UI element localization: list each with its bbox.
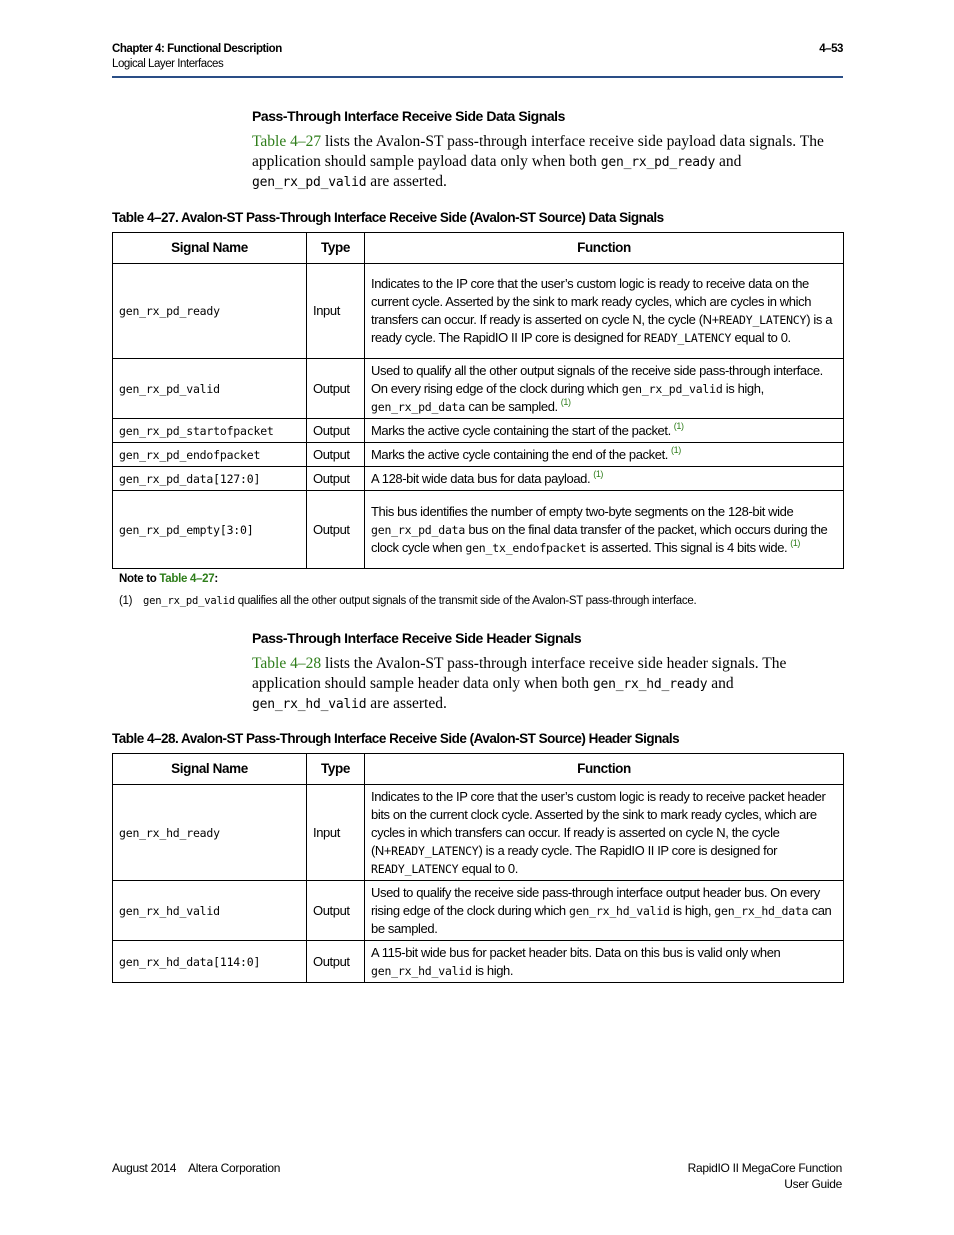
col-header-function: Function [365, 754, 844, 785]
table-note [119, 595, 696, 607]
footnote-ref[interactable]: (1) [593, 469, 604, 480]
func-code: READY_LATENCY [718, 313, 807, 327]
section-title-header-signals: Pass-Through Interface Receive Side Header Signals [252, 630, 582, 646]
page-footer-right [688, 1160, 842, 1192]
signal-code: gen_rx_hd_valid [119, 903, 220, 918]
func-code: gen_rx_pd_data [371, 399, 466, 414]
table-row [113, 881, 844, 941]
signal-code: gen_rx_hd_ready [119, 825, 220, 840]
func-code: READY_LATENCY [643, 331, 732, 345]
page-footer-left [112, 1160, 280, 1176]
func-text: can be sampled. [371, 902, 832, 936]
para-text: lists the Avalon-ST pass-through interface receive side payload data signals. The application should sample payload data only when both [252, 133, 824, 170]
para-code: gen_rx_hd_valid [252, 697, 367, 712]
table-4-27-link[interactable]: Table 4–27 [252, 133, 322, 150]
section-title-data-signals: Pass-Through Interface Receive Side Data Signals [252, 108, 565, 124]
signal-type: Output [307, 359, 365, 419]
footer-product: RapidIO II MegaCore Function [687, 1161, 842, 1175]
func-code: gen_rx_hd_valid [568, 903, 670, 918]
table-4-28-link[interactable]: Table 4–28 [252, 655, 322, 672]
signal-code: gen_rx_pd_data[127:0] [119, 471, 261, 486]
signal-type: Output [307, 941, 365, 983]
note-table-link[interactable]: Table 4–27 [159, 573, 215, 585]
signal-code: gen_rx_pd_startofpacket [119, 423, 274, 438]
signal-name [113, 419, 307, 443]
func-text: ) is a ready cycle. The RapidIO II IP core is designed for [371, 312, 833, 345]
para-text: and [715, 152, 742, 170]
footnote-ref[interactable]: (1) [560, 397, 571, 408]
signal-type: Output [307, 491, 365, 569]
table-row [113, 467, 844, 491]
func-text: Used to qualify the receive side pass-through interface output header bus. On every rising edge of the clock during which [371, 884, 820, 918]
func-code: READY_LATENCY [371, 861, 459, 876]
signal-function [365, 785, 844, 881]
col-header-signal: Signal Name [113, 233, 307, 264]
signal-code: gen_rx_hd_data[114:0] [119, 954, 261, 969]
func-code: gen_rx_pd_data [371, 522, 466, 537]
func-text: is high, [669, 902, 715, 918]
signal-code: gen_rx_pd_endofpacket [119, 447, 261, 462]
signal-type: Input [307, 785, 365, 881]
signal-function [365, 941, 844, 983]
col-header-type: Type [307, 233, 365, 264]
signal-type: Output [307, 443, 365, 467]
func-text: Marks the active cycle containing the end of the packet. [371, 446, 669, 462]
signal-name [113, 941, 307, 983]
footnote-ref[interactable]: (1) [673, 421, 684, 432]
table-row [113, 491, 844, 569]
table-row [113, 419, 844, 443]
table-note-heading [119, 573, 218, 585]
table-row [113, 785, 844, 881]
header-divider [112, 76, 843, 78]
data-signals-paragraph [252, 132, 844, 193]
page-number: 4–53 [819, 43, 843, 55]
func-code: gen_rx_hd_valid [371, 963, 472, 978]
func-text: A 128-bit wide data bus for data payload. [371, 470, 591, 486]
table-4-27 [112, 232, 844, 569]
chapter-title: Chapter 4: Functional Description [112, 43, 282, 55]
func-text: This bus identifies the number of empty two-byte segments on the 128-bit wide [371, 503, 794, 519]
header-signals-paragraph [252, 654, 844, 715]
func-code: gen_rx_hd_data [714, 903, 809, 918]
signal-name [113, 264, 307, 359]
table-header-row [113, 754, 844, 785]
func-text: Indicates to the IP core that the user’s custom logic is ready to receive data on the current cycle. Asserted by the sink to mark ready cycles, which are cycles in which transfers can occur. If ready is asserted on cycle N, the cycle (N+ [371, 276, 812, 327]
section-name: Logical Layer Interfaces [112, 58, 224, 70]
signal-name [113, 785, 307, 881]
signal-function [365, 419, 844, 443]
footer-company: Altera Corporation [188, 1161, 281, 1175]
signal-name [113, 881, 307, 941]
table-4-27-caption: Table 4–27. Avalon-ST Pass-Through Interface Receive Side (Avalon-ST Source) Data Signals [112, 210, 664, 225]
func-text: Marks the active cycle containing the start of the packet. [371, 422, 671, 438]
note-number: (1) [119, 595, 133, 607]
note-colon: : [214, 573, 218, 585]
signal-function [365, 443, 844, 467]
col-header-signal: Signal Name [113, 754, 307, 785]
signal-function [365, 359, 844, 419]
note-text: qualifies all the other output signals of the transmit side of the Avalon-ST pass-through interface. [234, 595, 697, 607]
note-label: Note to [119, 573, 160, 585]
signal-function [365, 881, 844, 941]
func-text: equal to 0. [458, 860, 518, 876]
table-4-28-caption: Table 4–28. Avalon-ST Pass-Through Interface Receive Side (Avalon-ST Source) Header Signals [112, 731, 680, 746]
col-header-type: Type [307, 754, 365, 785]
func-text: Indicates to the IP core that the user’s custom logic is ready to receive packet header bits on the current clock cycle. Asserted by the sink to mark ready cycles, which are cycles in which transfers can occur. If ready is asserted on cycle N, the cycle (N+ [371, 788, 826, 858]
signal-name [113, 359, 307, 419]
signal-code: gen_rx_pd_valid [119, 381, 220, 396]
signal-code: gen_rx_pd_ready [119, 304, 220, 318]
func-text: Used to qualify all the other output signals of the receive side pass-through interface. On every rising edge of the clock during which [371, 362, 823, 396]
func-code: READY_LATENCY [391, 843, 479, 858]
page-header [112, 42, 843, 72]
table-row [113, 264, 844, 359]
table-header-row [113, 233, 844, 264]
func-text: can be sampled. [465, 398, 558, 414]
col-header-function: Function [365, 233, 844, 264]
func-code: gen_rx_pd_valid [621, 381, 723, 396]
note-code: gen_rx_pd_valid [143, 595, 235, 607]
func-text: bus on the final data transfer of the packet, which occurs during the clock cycle when [371, 521, 828, 555]
table-row [113, 359, 844, 419]
signal-code: gen_rx_pd_empty[3:0] [119, 522, 254, 537]
func-text: is high, [722, 380, 764, 396]
func-text: is high. [471, 962, 514, 978]
table-4-28 [112, 753, 844, 983]
signal-function [365, 264, 844, 359]
signal-type: Output [307, 881, 365, 941]
func-text: A 115-bit wide bus for packet header bits. Data on this bus is valid only when [371, 944, 781, 960]
signal-name [113, 491, 307, 569]
para-text: are asserted. [366, 695, 447, 712]
signal-type: Input [307, 264, 365, 359]
footnote-ref[interactable]: (1) [790, 538, 801, 549]
table-row [113, 941, 844, 983]
para-code: gen_rx_pd_valid [252, 175, 367, 190]
footnote-ref[interactable]: (1) [671, 445, 681, 456]
func-text: equal to 0. [731, 330, 791, 345]
signal-name [113, 443, 307, 467]
signal-type: Output [307, 467, 365, 491]
footer-doc-type: User Guide [784, 1177, 842, 1191]
para-text: are asserted. [366, 173, 447, 190]
para-text: lists the Avalon-ST pass-through interface receive side header signals. The application should sample header data only when both [252, 655, 787, 692]
para-text: and [707, 674, 734, 692]
signal-type: Output [307, 419, 365, 443]
table-row [113, 443, 844, 467]
para-code: gen_rx_hd_ready [592, 676, 708, 692]
signal-function [365, 491, 844, 569]
func-code: gen_tx_endofpacket [465, 540, 587, 555]
para-code: gen_rx_pd_ready [600, 154, 716, 170]
signal-function [365, 467, 844, 491]
func-text: ) is a ready cycle. The RapidIO II IP core is designed for [478, 842, 778, 858]
signal-name [113, 467, 307, 491]
footer-date: August 2014 [112, 1161, 177, 1175]
func-text: is asserted. This signal is 4 bits wide. [586, 539, 788, 555]
